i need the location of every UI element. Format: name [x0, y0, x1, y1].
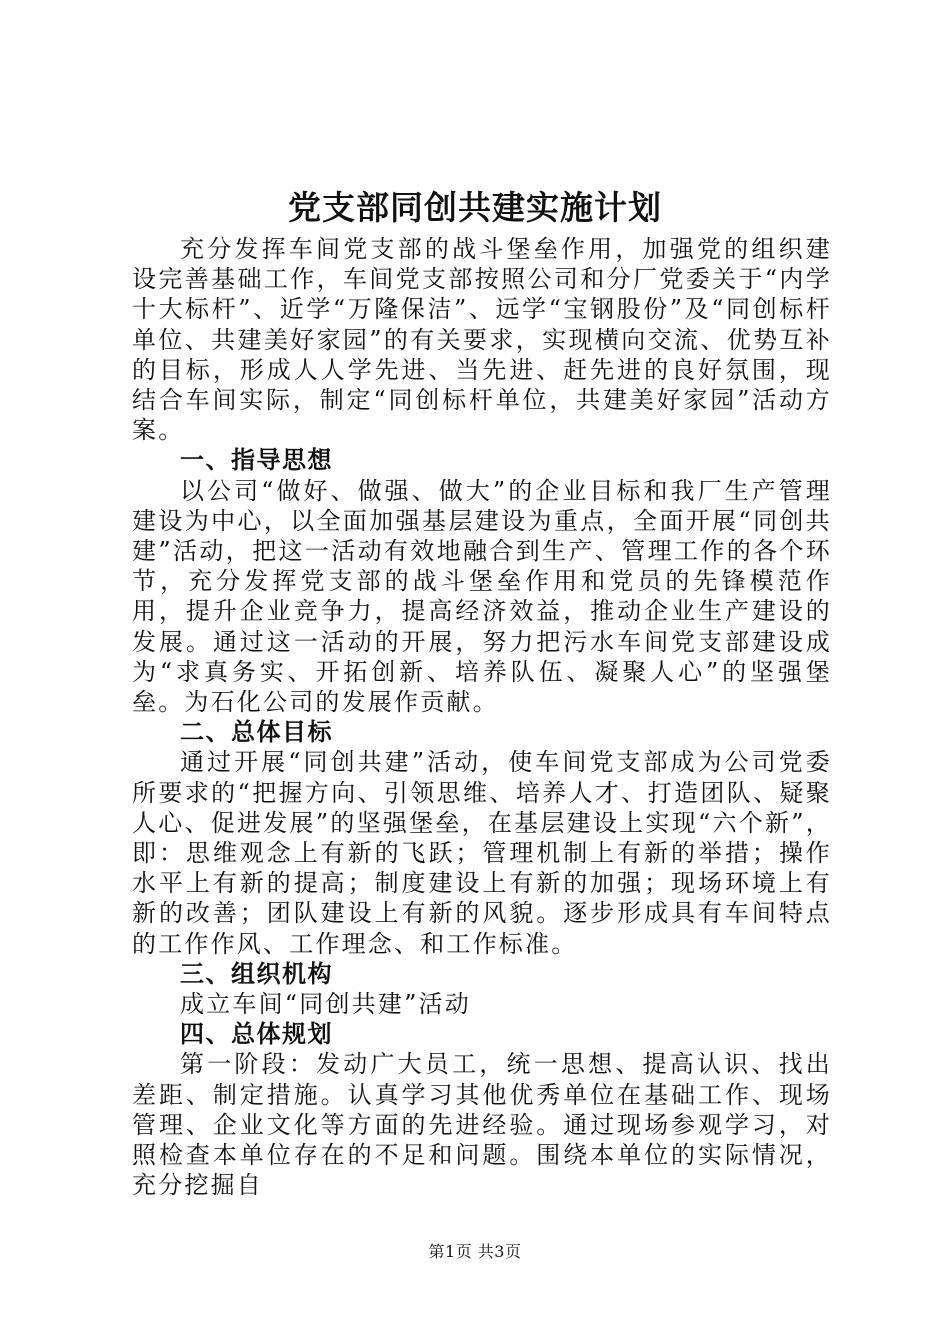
overall-plan-paragraph: 第一阶段：发动广大员工，统一思想、提高认识、找出差距、制定措施。认真学习其他优秀单位在基础工作、现场管理、企业文化等方面的先进经验。通过现场参观学习，对照检查本单位存在的不足和问题。围绕本单位的实际情况，充分挖掘自	[132, 1050, 832, 1200]
intro-paragraph: 充分发挥车间党支部的战斗堡垒作用，加强党的组织建设完善基础工作，车间党支部按照公司和分厂党委关于“内学十大标杆”、近学“万隆保洁”、远学“宝钢股份”及“同创标杆单位、共建美好家园”的有关要求，实现横向交流、优势互补的目标，形成人人学先进、当先进、赶先进的良好氛围，现结合车间实际，制定“同创标杆单位，共建美好家园”活动方案。	[132, 235, 832, 445]
overall-goal-paragraph: 通过开展“同创共建”活动，使车间党支部成为公司党委所要求的“把握方向、引领思维、培养人才、打造团队、疑聚人心、促进发展”的坚强堡垒，在基层建设上实现“六个新”，即：思维观念上有新的飞跃；管理机制上有新的举措；操作水平上有新的提高；制度建设上有新的加强；现场环境上有新的改善；团队建设上有新的风貌。逐步形成具有车间特点的工作作风、工作理念、和工作标准。	[132, 748, 832, 958]
organization-paragraph: 成立车间“同创共建”活动	[180, 990, 471, 1019]
section-heading-overall-goal: 二、总体目标	[180, 718, 333, 747]
page-number-footer: 第1页 共3页	[428, 1242, 522, 1261]
document-title: 党支部同创共建实施计划	[288, 188, 662, 227]
section-heading-overall-plan: 四、总体规划	[180, 1020, 333, 1049]
guiding-ideology-paragraph: 以公司“做好、做强、做大”的企业目标和我厂生产管理建设为中心，以全面加强基层建设为重点，全面开展“同创共建”活动，把这一活动有效地融合到生产、管理工作的各个环节，充分发挥党支部的战斗堡垒作用和党员的先锋模范作用，提升企业竞争力，提高经济效益，推动企业生产建设的发展。通过这一活动的开展，努力把污水车间党支部建设成为“求真务实、开拓创新、培养队伍、凝聚人心”的坚强堡垒。为石化公司的发展作贡献。	[132, 476, 832, 717]
section-heading-organization: 三、组织机构	[180, 959, 333, 988]
document-body	[132, 234, 832, 1201]
section-heading-guiding-ideology: 一、指导思想	[180, 446, 333, 475]
